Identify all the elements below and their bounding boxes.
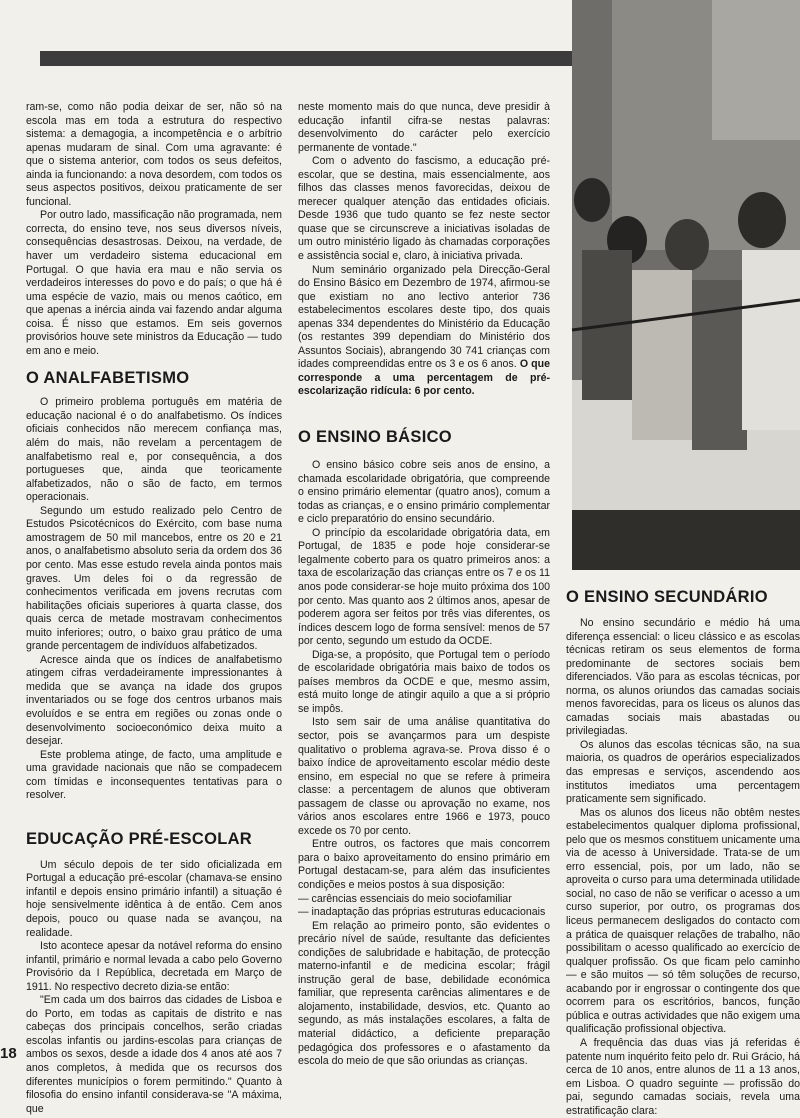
- paragraph: [298, 264, 550, 399]
- paragraph: Diga-se, a propósito, que Portugal tem o período de escolaridade obrigatória mais baixo de todos os países membros da OCDE e que, mesmo assim, está muito longe de atingir aquilo a que a si próprio se impôs.: [298, 648, 550, 715]
- paragraph: Um século depois de ter sido oficializada em Portugal a educação pré-escolar (chamava-se ensino infantil e depois ensino primário infantil) a situação é hoje sensivelmente idêntica à de então. Cem anos depois, pouco ou quase nada se avançou, na realidade.: [26, 858, 282, 939]
- paragraph: A frequência das duas vias já referidas é patente num inquérito feito pelo dr. Rui Grácio, há cerca de 10 anos, entre alunos de 11 a 13 anos, em Lisboa. O quadro seguinte — profissão do pai, segundo camadas sociais, revela uma estratificação clara:: [566, 1036, 800, 1117]
- paragraph: No ensino secundário e médio há uma diferença essencial: o liceu clássico e as escolas técnicas retiram os seus elementos de forma predominante de sectores sociais bem diferenciados. Vão para as escolas técnicas, por norma, os alunos oriundos das camadas sociais menos favorecidas, para os liceus os alunos das camadas sociais mais abastadas ou privilegiadas.: [566, 617, 800, 738]
- paragraph: Os alunos das escolas técnicas são, na sua maioria, os quadros de operários especializados das empresas e serviços, ascendendo aos institutos imediatos uma percentagem praticamente sem significado.: [566, 738, 800, 806]
- paragraph: Este problema atinge, de facto, uma amplitude e uma gravidade nacionais que não se compadecem com tímidas e inconsequentes tentativas para o resolver.: [26, 748, 282, 802]
- paragraph: O ensino básico cobre seis anos de ensino, a chamada escolaridade obrigatória, que compreende o ensino primário elementar (quatro anos), comum a todas as crianças, e o ensino primário complementar e ciclo preparatório do ensino secundário.: [298, 459, 550, 526]
- paragraph: Isto acontece apesar da notável reforma do ensino infantil, primário e normal levada a cabo pelo Governo Provisório da I República, decretada em Março de 1911. No respectivo decreto dizia-se então:: [26, 940, 282, 993]
- header-rule: [40, 51, 572, 66]
- paragraph: Em relação ao primeiro ponto, são evidentes o precário nível de saúde, resultante das deficientes condições de salubridade e habitação, de protecção materno-infantil e de medicina escolar; frágil instrução geral de base, debilidade económica familiar, que representa carências alimentares e de alojamento, instabilidade, desvios, etc. Quanto ao segundo, as más instalações escolares, a falta de material didáctico, a deficiente preparação pedagógica dos professores e o afastamento da escola do meio de que são oriundas as crianças.: [298, 919, 550, 1068]
- section-heading-ensino-secundario: O ENSINO SECUNDÁRIO: [566, 588, 768, 606]
- paragraph: Acresce ainda que os índices de analfabetismo atingem cifras verdadeiramente impressionantes à medida que se avança na idade dos grupos inventariados ou se foge dos centros urbanos mais evoluídos e se entra em regiões ou zonas onde o desenvolvimento socioeconómico deixa muito a desejar.: [26, 653, 282, 748]
- paragraph: neste momento mais do que nunca, deve presidir à educação infantil cifra-se nestas palavras: desenvolvimento do carácter pelo exercício permanente de vontade.": [298, 101, 550, 154]
- paragraph: O primeiro problema português em matéria de educação nacional é o do analfabetismo. Os índices oficiais conhecidos não merecem confiança mas, além do mais, não revelam a percentagem de analfabetismo real e, por consequência, a dos portugueses que, ainda que teoricamente alfabetizados, não o são de facto, em termos operacionais.: [26, 396, 282, 504]
- paragraph: Com o advento do fascismo, a educação pré-escolar, que se destina, mais essencialmente, aos filhos das classes menos favorecidas, deixou de merecer qualquer atenção das entidades oficiais. Desde 1936 que tudo quanto se fez neste sector quase que se circunscreve a iniciativas isoladas de um outro ministério ligado às chamadas corporações e assistência social e, claro, à iniciativa privada.: [298, 155, 550, 263]
- paragraph: Segundo um estudo realizado pelo Centro de Estudos Psicotécnicos do Exército, com base numa amostragem de 50 mil mancebos, entre os 20 e 21 anos, o analfabetismo absoluto seria da ordem dos 36 por cento. Mas esse estudo revela ainda pontos mais graves. Um deles foi o da regressão de conhecimentos verificada em jovens recrutas com habilitações oficiais superiores à quarta classe, dos quais cerca de metade mostravam conhecimentos muito inferiores; outro, o baixo grau prático de uma grande percentagem de indivíduos alfabetizados.: [26, 504, 282, 653]
- list-item: — inadaptação das próprias estruturas educacionais: [298, 906, 546, 919]
- emphasis-text: O que corresponde a uma percentagem de pré-escolarização ridícula: 6 por cento.: [298, 358, 551, 398]
- paragraph: O princípio da escolaridade obrigatória data, em Portugal, de 1835 e pode hoje considerar-se legalmente coberto para os quatro primeiros anos: a taxa de escolarização das crianças entre os 7 e os 11 anos pode considerar-se hoje muito próxima dos 100 por cento. Mas quanto aos 2 últimos anos, apesar de poderem agora ser feitos por três vias diferentes, os índices descem logo de forma sensível: menos de 57 por cento, segundo um estudo da OCDE.: [298, 526, 550, 648]
- section-heading-pre-escolar: EDUCAÇÃO PRÉ-ESCOLAR: [26, 829, 253, 848]
- list-item: — carências essenciais do meio sociofamiliar: [298, 892, 512, 905]
- paragraph: "Em cada um dos bairros das cidades de Lisboa e do Porto, em todas as capitais de distrito e nas cabeças dos principais concelhos, serão criadas escolas infantis ou jardins-escolas para crianças de ambos os sexos, desde a idade dos 4 anos até aos 7 anos completos, à medida que os recursos dos diferentes municípios o forem permitindo." Quanto à filosofia do ensino infantil considerava-se "A máxima, que: [26, 994, 282, 1115]
- children-photo: [572, 0, 800, 570]
- paragraph: Por outro lado, massificação não programada, nem correcta, do ensino teve, nos seus diversos níveis, consequências desastrosas. Deixou, na verdade, de haver um verdadeiro sistema educacional em Portugal. O que havia era mau e não servia os verdadeiros interesses do povo e do país; o que há é uma espécie de vazio, mais ou menos caótico, em que apenas a inércia ainda vai fazendo andar alguma coisa. É nisso que estamos. Em seis governos provisórios houve sete ministros da Educação — tudo em ano e meio.: [26, 209, 282, 357]
- photo-illustration: [572, 0, 800, 570]
- paragraph-text: Num seminário organizado pela Direcção-Geral do Ensino Básico em Dezembro de 1974, afirmou-se que existiam no ano lectivo anterior 736 estabelecimentos escolares deste tipo, dos quais apenas 334 dependentes do Ministério da Educação (os restantes 399 dependiam do Ministério dos Assuntos Sociais), abrangendo 30 741 crianças com idades compreendidas entre os 3 e os 6 anos.: [298, 263, 550, 371]
- column-3: [566, 587, 800, 1117]
- paragraph: Entre outros, os factores que mais concorrem para o baixo aproveitamento do ensino primário em Portugal destacam-se, para além das insuficientes condições e meios postos à sua disposição:: [298, 838, 550, 891]
- paragraph: Mas os alunos dos liceus não obtêm nestes estabelecimentos qualquer diploma profissional, pelo que os mesmos constituem unicamente uma via de acesso à Universidade. Trata-se de um erro essencial, pois, por um lado, não se aproveita o curso para uma determinada utilidade social, no caso de não se verificar o acesso a um curso superior, por outro, os programas dos liceus permanecem desligados do contacto com a prática de quaisquer relações de trabalho, não possibilitam o acesso qualificado ao exercício de qualquer profissão. Os que ficam pelo caminho — e são muitos — só têm soluções de recurso, acabando por ir engrossar o contingente dos que ocorrem para os escritórios, bancos, função pública e outras actividades que não exigem uma qualificação profissional objectiva.: [566, 806, 800, 1036]
- section-heading-ensino-basico: O ENSINO BÁSICO: [298, 428, 452, 447]
- paragraph: Isto sem sair de uma análise quantitativa do sector, pois se avançarmos para um despiste qualitativo o problema agrava-se. Prova disso é o baixo índice de aproveitamento escolar médio deste ensino, em especial no que se refere à primeira classe: a percentagem de alunos que obtiveram passagem de classe ou aprovação no exame, nos vários anos escolares entre 1966 e 1973, pouco excede os 70 por cento.: [298, 716, 550, 837]
- column-2: [298, 101, 551, 1068]
- paragraph: ram-se, como não podia deixar de ser, não só na escola mas em toda a estrutura do respectivo sistema: a demagogia, a incompetência e o arbítrio apenas mudaram de sinal. Com uma agravante: é que o sistema anterior, com todos os seus defeitos, ainda ia funcionando: a nova desordem, com todos os seus aspectos positivos, deixou praticamente de ser funcional.: [26, 101, 282, 208]
- page-number: 18: [0, 1045, 17, 1062]
- column-1: [26, 101, 282, 1115]
- section-heading-analfabetismo: O ANALFABETISMO: [26, 369, 190, 388]
